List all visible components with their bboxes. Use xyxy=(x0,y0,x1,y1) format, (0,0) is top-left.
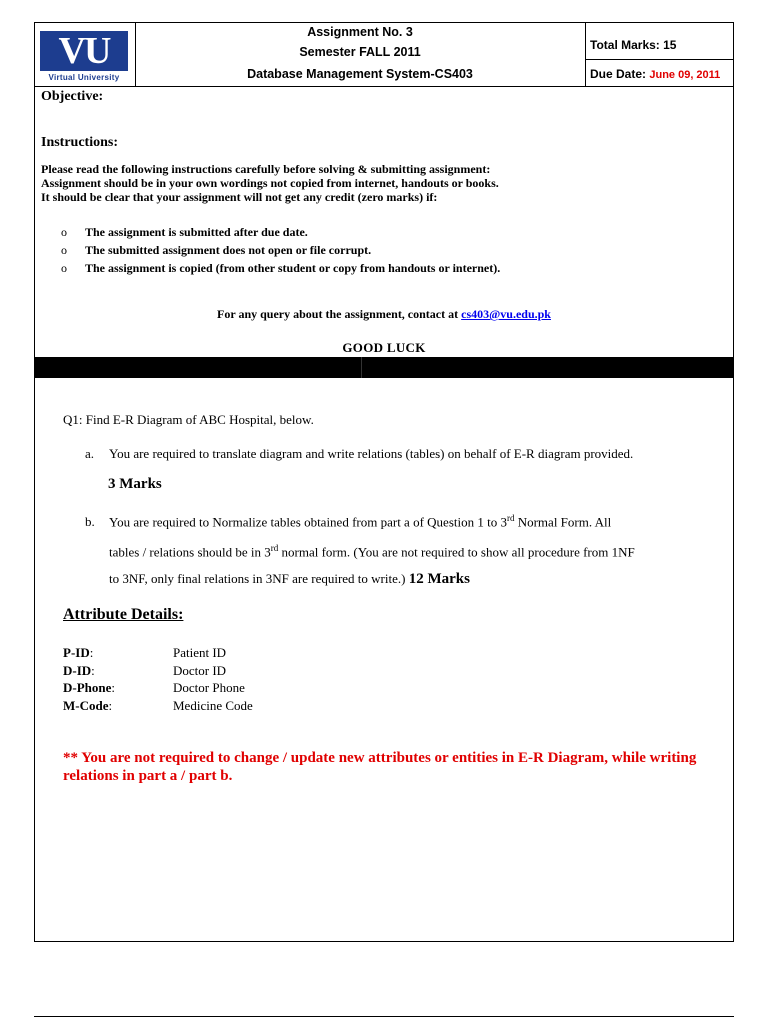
part-b-label: b. xyxy=(85,514,95,530)
query-text: For any query about the assignment, contact at xyxy=(217,307,459,321)
attribute-sep: : xyxy=(91,662,95,678)
course-title: Database Management System-CS403 xyxy=(247,67,473,81)
attribute-desc: Doctor ID xyxy=(173,662,227,678)
due-date-label: Due Date: xyxy=(590,67,647,81)
header-table xyxy=(35,23,733,87)
due-date-row xyxy=(585,67,733,81)
attribute-sep: : xyxy=(111,680,116,695)
bullet-icon: o xyxy=(61,261,67,275)
part-b xyxy=(85,505,635,592)
list-item-text: The assignment is copied (from other student or copy from handouts or internet). xyxy=(85,261,501,275)
attribute-code-text: M-Code xyxy=(63,697,109,713)
logo-mark: VU xyxy=(40,31,128,71)
list-item xyxy=(61,241,500,259)
bar-separator xyxy=(361,357,362,378)
vu-logo xyxy=(40,27,128,83)
part-a-text: You are required to translate diagram and write relations (tables) on behalf of E-R diagram provided. xyxy=(109,446,634,461)
due-date-value: June 09, 2011 xyxy=(649,69,721,81)
meta-divider xyxy=(585,59,733,60)
attribute-code-text: D-ID xyxy=(63,662,92,678)
part-b-text: Normal Form. All xyxy=(514,514,612,530)
superscript: rd xyxy=(270,543,279,554)
part-b-text: You are required to Normalize tables obtained from part a of Question 1 to 3 xyxy=(109,514,507,530)
good-luck: GOOD LUCK xyxy=(342,340,426,355)
query-line xyxy=(35,307,733,322)
attribute-code xyxy=(63,697,112,715)
attribute-sep: : xyxy=(108,697,113,713)
part-b-text: to 3NF, only final relations in 3NF are required to write.) xyxy=(109,570,409,586)
list-item xyxy=(61,223,500,241)
black-divider-bar xyxy=(35,357,733,378)
instruction-lines xyxy=(41,162,499,204)
part-b-text: normal form. (You are not required to show all procedure from 1NF xyxy=(278,544,635,560)
attribute-details-heading: Attribute Details: xyxy=(63,606,184,623)
attribute-code xyxy=(63,679,115,697)
attribute-code xyxy=(63,662,95,680)
logo-cell xyxy=(35,23,136,86)
part-b-line xyxy=(85,535,635,565)
list-item-text: The assignment is submitted after due date. xyxy=(85,225,308,239)
attribute-code-text: P-ID xyxy=(63,645,90,660)
question-1: Q1: Find E-R Diagram of ABC Hospital, below. xyxy=(63,412,314,427)
instructions-heading: Instructions: xyxy=(41,135,119,150)
part-b-line xyxy=(85,566,635,592)
part-b-text: tables / relations should be in 3 xyxy=(109,544,271,560)
bullet-icon: o xyxy=(61,243,67,257)
list-item-text: The submitted assignment does not open or file corrupt. xyxy=(85,243,372,257)
assignment-page xyxy=(34,22,734,942)
objective-heading: Objective: xyxy=(41,89,104,104)
logo-name: Virtual University xyxy=(48,73,120,82)
part-b-line xyxy=(85,505,635,535)
red-note: ** You are not required to change / update new attributes or entities in E-R Diagram, while writing relations in part a / part b. xyxy=(63,750,697,784)
superscript: rd xyxy=(506,513,515,523)
email-link[interactable]: cs403@vu.edu.pk xyxy=(461,307,551,321)
instruction-line: Please read the following instructions carefully before solving & submitting assignment: xyxy=(41,162,491,176)
attribute-code-text: D-Phone xyxy=(63,680,112,695)
attribute-desc: Doctor Phone xyxy=(173,680,245,695)
attribute-code xyxy=(63,644,93,662)
list-item xyxy=(61,259,500,277)
bullet-icon: o xyxy=(61,225,67,239)
part-a xyxy=(85,446,633,462)
meta-cell xyxy=(585,23,733,86)
total-marks: Total Marks: 15 xyxy=(590,38,677,52)
instruction-line: Assignment should be in your own wordings not copied from internet, handouts or books. xyxy=(41,176,499,190)
instruction-line: It should be clear that your assignment will not get any credit (zero marks) if: xyxy=(41,190,438,204)
next-page-border xyxy=(34,1016,734,1017)
part-a-marks: 3 Marks xyxy=(108,476,162,492)
attribute-desc: Patient ID xyxy=(173,645,227,660)
title-cell xyxy=(135,23,586,86)
semester: Semester FALL 2011 xyxy=(299,45,421,59)
rules-list xyxy=(61,223,500,277)
part-a-label: a. xyxy=(85,446,95,461)
attribute-sep: : xyxy=(89,645,94,660)
attribute-desc: Medicine Code xyxy=(173,697,253,713)
assignment-number: Assignment No. 3 xyxy=(307,25,413,39)
part-b-marks: 12 Marks xyxy=(408,570,470,587)
